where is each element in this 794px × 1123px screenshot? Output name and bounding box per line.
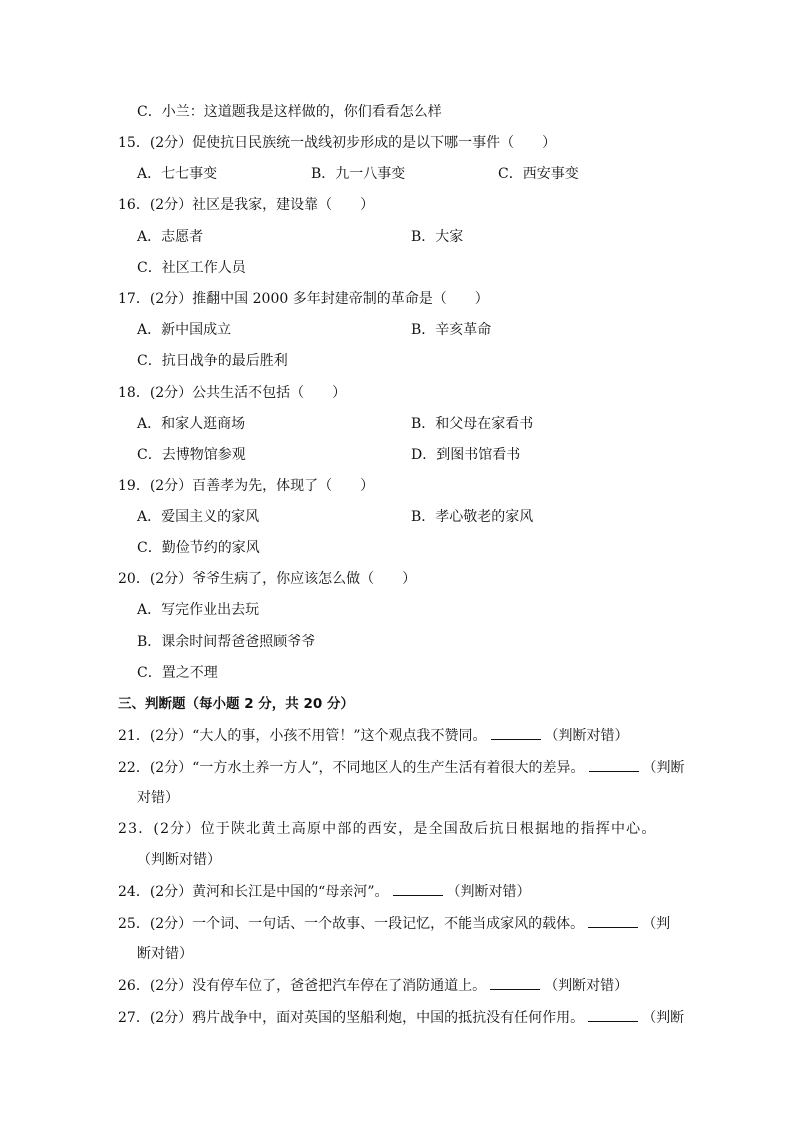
answer-blank[interactable] <box>491 725 541 740</box>
q27-text: 27．(2分）鸦片战争中，面对英国的坚船利炮，中国的抵抗没有任何作用。 <box>118 1010 585 1026</box>
question-18: 18．(2分）公共生活不包括（ ） <box>118 385 347 401</box>
q20-option-b: B．课余时间帮爸爸照顾爷爷 <box>137 634 316 650</box>
answer-blank[interactable] <box>393 881 443 896</box>
question-21 <box>118 725 629 746</box>
q16-option-a: A．志愿者 <box>137 229 204 245</box>
answer-blank[interactable] <box>588 913 638 928</box>
q22-tail: （判断 <box>642 760 685 776</box>
q24-text: 24．(2分）黄河和长江是中国的“母亲河”。 <box>118 884 389 900</box>
q18-option-b: B．和父母在家看书 <box>411 416 534 432</box>
q22-text: 22．(2分）“一方水土养一方人”，不同地区人的生产生活有着很大的差异。 <box>118 760 585 776</box>
question-24 <box>118 881 531 902</box>
question-20: 20．(2分）爷爷生病了，你应该怎么做（ ） <box>118 571 417 587</box>
q27-tail: （判断 <box>642 1010 685 1026</box>
question-26 <box>118 975 628 996</box>
q19-option-a: A．爱国主义的家风 <box>137 509 260 525</box>
question-15: 15．(2分）促使抗日民族统一战线初步形成的是以下哪一事件（ ） <box>118 135 557 151</box>
q18-option-c: C．去博物馆参观 <box>137 447 246 463</box>
q26-text: 26．(2分）没有停车位了，爸爸把汽车停在了消防通道上。 <box>118 978 487 994</box>
q20-option-c: C．置之不理 <box>137 665 218 681</box>
q21-tail: （判断对错） <box>544 728 629 744</box>
section-heading: 三、判断题（每小题 2 分，共 20 分） <box>118 696 354 712</box>
question-23: 23．(2分）位于陕北黄土高原中部的西安，是全国敌后抗日根据地的指挥中心。 <box>118 821 657 837</box>
question-19: 19．(2分）百善孝为先，体现了（ ） <box>118 478 375 494</box>
q17-option-a: A．新中国成立 <box>137 322 232 338</box>
question-22 <box>118 757 685 778</box>
q25-continuation: 断对错） <box>137 946 193 962</box>
q17-option-b: B．辛亥革命 <box>411 322 492 338</box>
q14-option-c: C．小兰：这道题我是这样做的，你们看看怎么样 <box>137 104 442 120</box>
question-17: 17．(2分）推翻中国 2000 多年封建帝制的革命是（ ） <box>118 291 489 307</box>
q25-text: 25．(2分）一个词、一句话、一个故事、一段记忆，不能当成家风的载体。 <box>118 916 585 932</box>
q23-continuation: （判断对错） <box>137 852 221 868</box>
answer-blank[interactable] <box>589 757 639 772</box>
q19-option-b: B．孝心敬老的家风 <box>411 509 534 525</box>
q21-text: 21．(2分）“大人的事，小孩不用管！”这个观点我不赞同。 <box>118 728 487 744</box>
q17-option-c: C．抗日战争的最后胜利 <box>137 353 288 369</box>
answer-blank[interactable] <box>490 975 540 990</box>
q19-option-c: C．勤俭节约的家风 <box>137 540 260 556</box>
q16-option-b: B．大家 <box>411 229 464 245</box>
q25-tail: （判 <box>642 916 671 932</box>
q22-continuation: 对错） <box>137 790 179 806</box>
q16-option-c: C．社区工作人员 <box>137 260 246 276</box>
answer-blank[interactable] <box>588 1007 638 1022</box>
question-25 <box>118 913 670 934</box>
question-16: 16．(2分）社区是我家，建设靠（ ） <box>118 197 375 213</box>
q26-tail: （判断对错） <box>544 978 629 994</box>
q15-option-b: B．九一八事变 <box>311 166 406 182</box>
q18-option-a: A．和家人逛商场 <box>137 416 246 432</box>
q18-option-d: D．到图书馆看书 <box>411 447 521 463</box>
q24-tail: （判断对错） <box>446 884 531 900</box>
q15-option-c: C．西安事变 <box>498 166 579 182</box>
question-27 <box>118 1007 684 1028</box>
q20-option-a: A．写完作业出去玩 <box>137 602 260 618</box>
q15-option-a: A．七七事变 <box>137 166 218 182</box>
